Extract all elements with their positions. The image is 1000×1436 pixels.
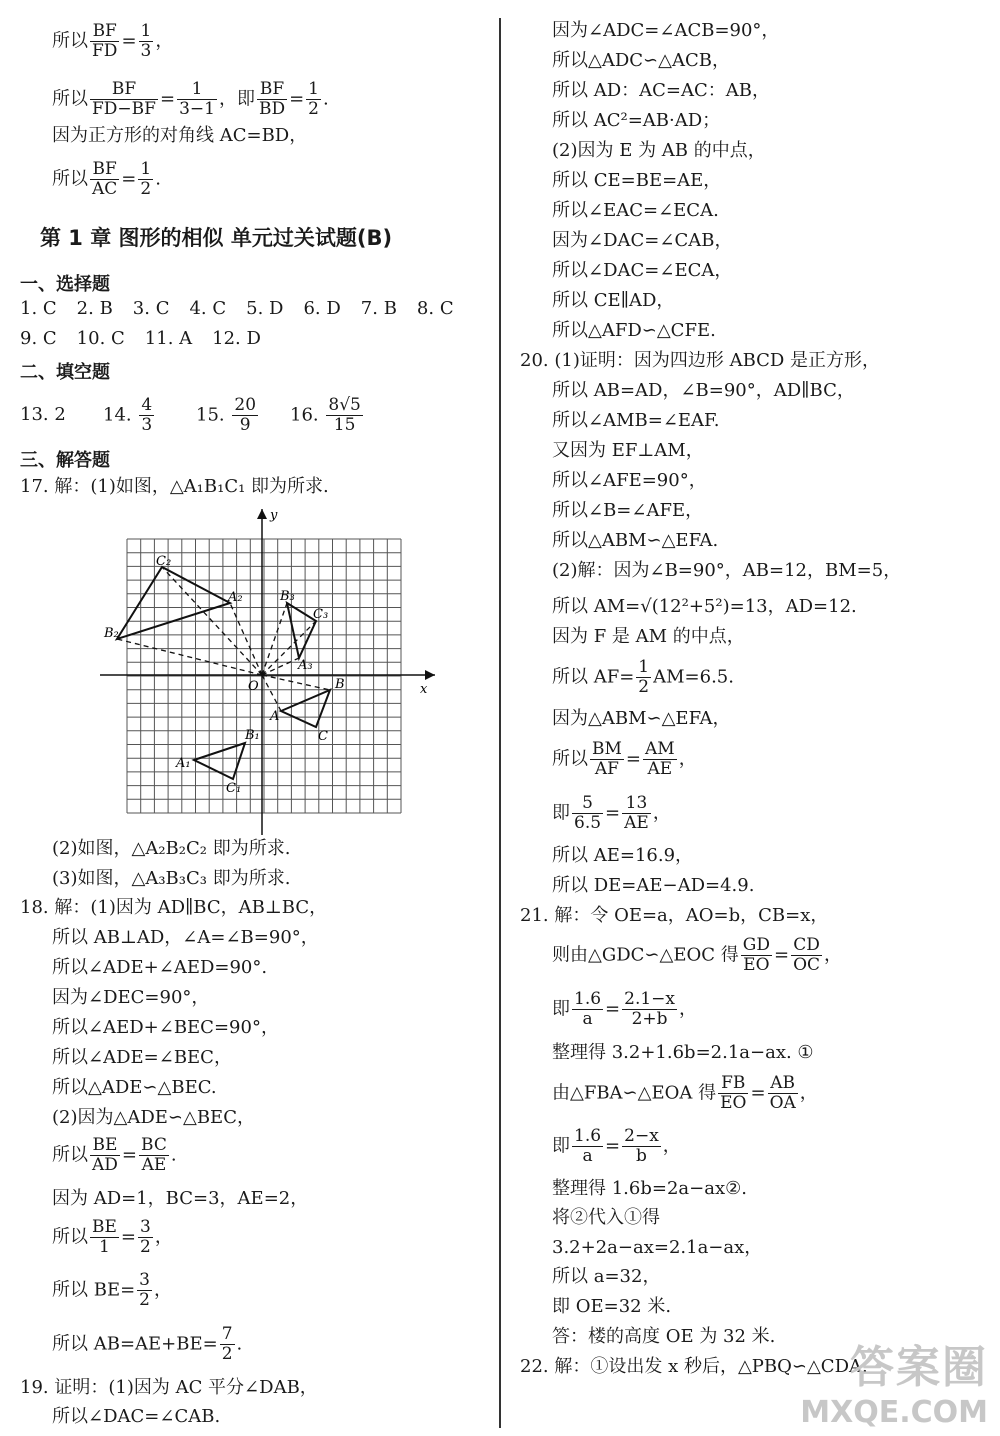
text-line: 所以 a=32，	[552, 1266, 661, 1287]
text-line: 所以∠DAC=∠CAB.	[52, 1406, 221, 1427]
label-x: x	[420, 682, 428, 697]
label-c2: C₂	[156, 554, 172, 569]
text-line: 由△FBA∽△EOA 得 $\frac{FB}{EO}$ = $\frac{AB}{OA}$ ，	[552, 1073, 818, 1113]
text-line: 因为∠DEC=90°，	[52, 987, 210, 1008]
label-c1: C₁	[226, 781, 242, 796]
coordinate-figure	[100, 505, 440, 835]
text-line: 将②代入①得	[552, 1207, 660, 1228]
text-line: 整理得 3.2+1.6b=2.1a−ax. ①	[552, 1042, 814, 1063]
text-line: 所以△ABM∽△EFA.	[552, 530, 719, 551]
text-line: 所以 CE=BE=AE，	[552, 170, 722, 191]
label-b3: B₃	[280, 589, 295, 604]
text-line: 所以 AB⊥AD，∠A=∠B=90°，	[52, 927, 319, 948]
text-line: 3.2+2a−ax=2.1a−ax，	[552, 1237, 763, 1258]
text-line: 所以 AM=√(12²+5²)=13，AD=12.	[552, 596, 857, 617]
choice-answer: 7. B	[360, 298, 397, 319]
text-line: 所以 CE∥AD，	[552, 290, 675, 311]
label-b2: B₂	[104, 626, 119, 641]
text-line: 20. (1)证明：因为四边形 ABCD 是正方形，	[520, 350, 881, 371]
text-line: 答：楼的高度 OE 为 32 米.	[552, 1326, 776, 1347]
text-line: 即 $\frac{5}{6.5}$ = $\frac{13}{AE}$ ，	[552, 793, 671, 833]
fill-answer-14: 14. $\frac{4}{3}$	[103, 395, 153, 435]
text-line: 22. 解：①设出发 x 秒后，△PBQ∽△CDA.	[520, 1356, 868, 1377]
text-line: 因为∠ADC=∠ACB=90°，	[552, 20, 780, 41]
text-line: 所以 AB=AD，∠B=90°，AD∥BC，	[552, 380, 855, 401]
text-line: 所以 AF= $\frac{1}{2}$ AM=6.5.	[552, 657, 734, 697]
section-heading: 三、解答题	[20, 450, 110, 471]
label-b: B	[335, 677, 345, 692]
label-a3: A₃	[298, 658, 313, 673]
choice-answer: 9. C	[20, 328, 57, 349]
text-line: 所以 $\frac{BF}{AC}$ = $\frac{1}{2}$ .	[52, 159, 161, 199]
text-line: 所以∠AMB=∠EAF.	[552, 410, 720, 431]
text-line: 因为 AD=1，BC=3，AE=2，	[52, 1188, 309, 1209]
chapter-title: 第 1 章 图形的相似 单元过关试题(B)	[40, 226, 393, 250]
text-line: 因为∠DAC=∠CAB，	[552, 230, 733, 251]
text-line: 21. 解：令 OE=a，AO=b，CB=x，	[520, 905, 829, 926]
choice-answer: 12. D	[212, 328, 261, 349]
text-line: (2)因为 E 为 AB 的中点，	[552, 140, 766, 161]
y-axis-arrow	[257, 509, 267, 519]
label-b1: B₁	[245, 728, 260, 743]
text-line: (2)如图，△A₂B₂C₂ 即为所求.	[52, 838, 291, 859]
coordinate-grid-diagram	[100, 505, 440, 835]
label-a2: A₂	[228, 590, 243, 605]
label-a1: A₁	[176, 756, 191, 771]
text-line: 所以 $\frac{BF}{FD-BF}$ = $\frac{1}{3-1}$ ，即 $\frac{BF}{BD}$ = $\frac{1}{2}$ .	[52, 79, 329, 119]
text-line: 所以 AE=16.9，	[552, 845, 694, 866]
text-line: 所以△ADE∽△BEC.	[52, 1077, 217, 1098]
choice-answer: 10. C	[76, 328, 125, 349]
text-line: 即 OE=32 米.	[552, 1296, 672, 1317]
text-line: 所以 DE=AE−AD=4.9.	[552, 875, 755, 896]
fill-answer-13: 13. 2	[20, 404, 66, 425]
column-divider	[499, 18, 501, 1428]
text-line: 所以 AB=AE+BE= $\frac{7}{2}$ .	[52, 1324, 243, 1364]
triangle-a2b2c2	[117, 567, 230, 639]
fill-answer-16: 16. $\frac{8√5}{15}$	[290, 395, 361, 435]
text-line: 所以∠ADE+∠AED=90°.	[52, 957, 268, 978]
text-line: 17. 解：(1)如图，△A₁B₁C₁ 即为所求.	[20, 476, 329, 497]
text-line: (2)解：因为∠B=90°，AB=12，BM=5，	[552, 560, 902, 581]
text-line: 所以△ADC∽△ACB，	[552, 50, 730, 71]
watermark-logo-text: 答案圈	[850, 1342, 988, 1393]
choice-answer: 5. D	[246, 298, 284, 319]
fill-answer-15: 15. $\frac{20}{9}$	[196, 395, 257, 435]
text-line: 所以∠DAC=∠ECA，	[552, 260, 733, 281]
choice-answer: 1. C	[20, 298, 57, 319]
choice-answer: 6. D	[303, 298, 341, 319]
text-line: 所以∠ADE=∠BEC，	[52, 1047, 232, 1068]
text-line: 整理得 1.6b=2a−ax②.	[552, 1178, 747, 1199]
text-line: 所以 AC²=AB·AD；	[552, 110, 721, 131]
label-y: y	[270, 508, 278, 523]
text-line: (2)因为△ADE∽△BEC，	[52, 1107, 255, 1128]
text-line: 所以 AD：AC=AC：AB，	[552, 80, 771, 101]
text-line: 则由△GDC∽△EOC 得 $\frac{GD}{EO}$ = $\frac{CD}{OC}$ ，	[552, 935, 843, 975]
section-heading: 一、选择题	[20, 274, 110, 295]
choice-answers-row-2	[20, 328, 281, 349]
choice-answers-row-1	[20, 298, 474, 319]
label-c: C	[318, 729, 328, 744]
triangle-a1b1c1	[194, 743, 245, 779]
text-line: 所以△AFD∽△CFE.	[552, 320, 716, 341]
watermark-url: MXQE.COM	[800, 1395, 988, 1430]
watermark	[800, 1331, 988, 1430]
text-line: 即 $\frac{1.6}{a}$ = $\frac{2-x}{b}$ ，	[552, 1126, 681, 1166]
choice-answer: 8. C	[416, 298, 454, 319]
text-line: 所以 $\frac{BE}{1}$ = $\frac{3}{2}$ ，	[52, 1217, 173, 1257]
choice-answer: 11. A	[144, 328, 193, 349]
choice-answer: 2. B	[76, 298, 113, 319]
text-line: 又因为 EF⊥AM，	[552, 440, 704, 461]
label-c3: C₃	[313, 607, 329, 622]
text-line: 因为 F 是 AM 的中点，	[552, 626, 745, 647]
text-line: 即 $\frac{1.6}{a}$ = $\frac{2.1-x}{2+b}$ ，	[552, 989, 698, 1029]
text-line: 因为△ABM∽△EFA，	[552, 708, 731, 729]
text-line: 18. 解：(1)因为 AD∥BC，AB⊥BC，	[20, 897, 328, 918]
x-axis-arrow	[425, 670, 435, 680]
text-line: 所以∠EAC=∠ECA.	[552, 200, 719, 221]
label-origin: O	[248, 679, 259, 694]
text-line: 19. 证明：(1)因为 AC 平分∠DAB，	[20, 1377, 318, 1398]
choice-answer: 3. C	[132, 298, 170, 319]
text-line: (3)如图，△A₃B₃C₃ 即为所求.	[52, 868, 291, 889]
section-heading: 二、填空题	[20, 362, 110, 383]
label-a: A	[270, 709, 280, 724]
text-line: 所以∠AFE=90°，	[552, 470, 707, 491]
text-line: 所以 $\frac{BM}{AF}$ = $\frac{AM}{AE}$ ，	[552, 739, 697, 779]
text-line: 所以 BE= $\frac{3}{2}$ ，	[52, 1270, 172, 1310]
text-line: 所以∠B=∠AFE，	[552, 500, 704, 521]
text-line: 所以∠AED+∠BEC=90°，	[52, 1017, 279, 1038]
text-line: 所以 $\frac{BF}{FD}$ = $\frac{1}{3}$ ，	[52, 21, 174, 61]
choice-answer: 4. C	[189, 298, 227, 319]
text-line: 所以 $\frac{BE}{AD}$ = $\frac{BC}{AE}$ .	[52, 1135, 177, 1175]
text-line: 因为正方形的对角线 AC=BD，	[52, 125, 308, 146]
